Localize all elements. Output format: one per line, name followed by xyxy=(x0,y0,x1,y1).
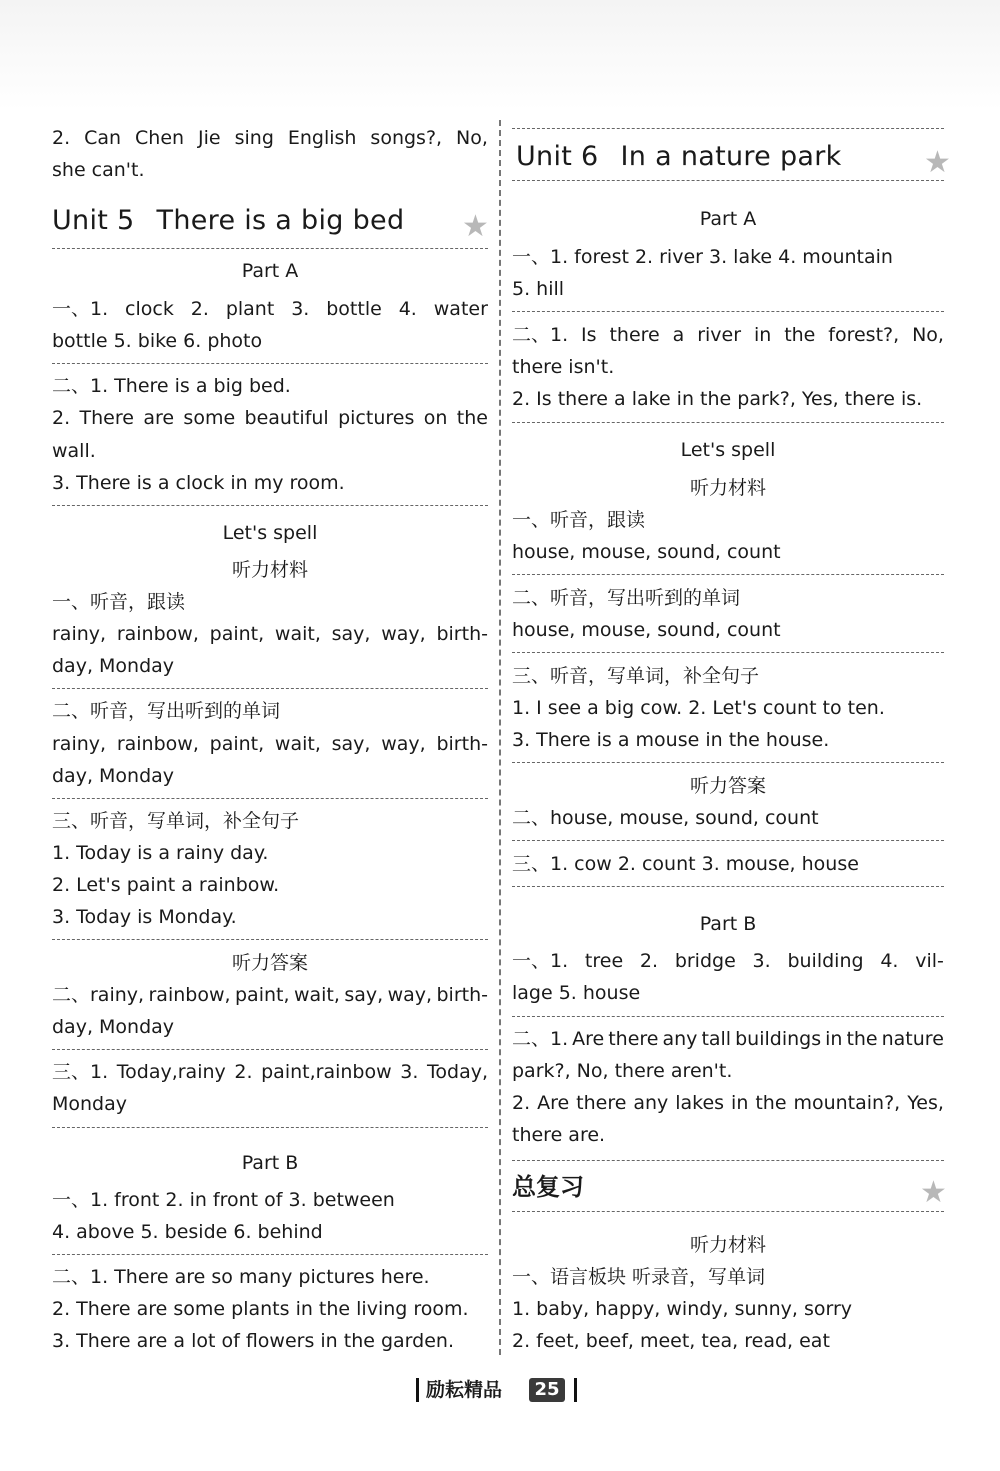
divider xyxy=(512,762,944,763)
word: in xyxy=(753,324,772,346)
word: vil- xyxy=(915,950,944,972)
answer-3-line2: Monday xyxy=(52,1093,128,1115)
part-a-heading: Part A xyxy=(241,260,299,282)
part-b-q2-line2: park?, No, there aren't. xyxy=(512,1060,733,1082)
word: the xyxy=(456,407,488,429)
word: river xyxy=(697,324,742,346)
word: water xyxy=(433,298,488,320)
spell-s2-line2: day, Monday xyxy=(52,765,175,787)
word: 2. xyxy=(234,1061,253,1083)
word: Are xyxy=(537,1092,570,1114)
word: Is xyxy=(581,324,597,346)
word: 3. xyxy=(400,1061,419,1083)
word: Are xyxy=(572,1028,605,1050)
answer-3-line1 xyxy=(52,1058,488,1086)
listening-answers-heading: 听力答案 xyxy=(689,775,766,797)
word: wait, xyxy=(274,733,321,755)
divider xyxy=(512,574,944,575)
spell-s2-line1: house, mouse, sound, count xyxy=(512,619,781,641)
lets-spell-heading: Let's spell xyxy=(680,439,776,461)
word: sing xyxy=(234,127,274,149)
word: way, xyxy=(387,984,433,1006)
part-b-heading: Part B xyxy=(241,1152,299,1174)
spell-s1-line2: day, Monday xyxy=(52,655,175,677)
word: mountain?, xyxy=(793,1092,901,1114)
word: lakes xyxy=(675,1092,725,1114)
footer-brand: 励耘精品 xyxy=(426,1379,503,1401)
divider xyxy=(512,311,944,312)
word: 2. xyxy=(52,407,71,429)
spell-s3-line1: 1. Today is a rainy day. xyxy=(52,842,269,864)
spell-s1-line1: house, mouse, sound, count xyxy=(512,541,781,563)
word: any xyxy=(633,1092,669,1114)
word: are xyxy=(143,407,175,429)
listening-material-heading: 听力材料 xyxy=(231,559,308,581)
divider xyxy=(52,363,488,364)
word: there xyxy=(608,1028,659,1050)
word: 三、1. xyxy=(52,1061,109,1083)
word: No, xyxy=(912,324,944,346)
divider xyxy=(512,1016,944,1017)
spell-s3-line1: 1. I see a big cow. 2. Let's count to ten. xyxy=(512,697,885,719)
word: paint, xyxy=(209,733,265,755)
word: 一、1. xyxy=(52,298,109,320)
word: nature xyxy=(881,1028,944,1050)
spell-s1-title: 一、听音，跟读 xyxy=(512,509,646,531)
word: 3. xyxy=(291,298,310,320)
word: building xyxy=(787,950,864,972)
word: wait, xyxy=(293,984,340,1006)
part-a-q2-line4: 3. There is a clock in my room. xyxy=(52,472,345,494)
scan-shadow xyxy=(0,0,1000,110)
word: the xyxy=(784,324,816,346)
word: 2. xyxy=(52,127,71,149)
divider xyxy=(512,840,944,841)
word: Today, xyxy=(427,1061,488,1083)
spell-s1-line1 xyxy=(52,620,488,648)
spell-s3-title: 三、听音，写单词，补全句子 xyxy=(52,810,300,832)
word: 一、1. xyxy=(512,950,569,972)
part-b-q2-line4: there are. xyxy=(512,1124,606,1146)
word: 二、1. xyxy=(512,1028,569,1050)
listening-material-heading: 听力材料 xyxy=(689,477,766,499)
divider xyxy=(52,798,488,799)
part-b-q1-line1 xyxy=(512,947,944,975)
word: say, xyxy=(331,733,371,755)
divider xyxy=(52,1254,488,1255)
review-material-heading: 听力材料 xyxy=(689,1234,766,1256)
word: way, xyxy=(381,623,426,645)
unit5-heading xyxy=(52,203,488,239)
spell-s1-title: 一、听音，跟读 xyxy=(52,591,186,613)
part-a-q2-line2 xyxy=(52,404,488,432)
word: there xyxy=(609,324,660,346)
divider xyxy=(52,939,488,940)
word: rainbow, xyxy=(148,984,231,1006)
divider xyxy=(512,422,944,423)
word: tall xyxy=(701,1028,732,1050)
footer-bar-right xyxy=(574,1378,577,1402)
review-line-2: 2. feet, beef, meet, tea, read, eat xyxy=(512,1330,830,1352)
word: There xyxy=(79,407,134,429)
word: any xyxy=(662,1028,698,1050)
word: beautiful xyxy=(244,407,329,429)
word: way, xyxy=(381,733,426,755)
unit5-title: There is a big bed xyxy=(156,205,405,236)
word: tree xyxy=(584,950,624,972)
word: some xyxy=(183,407,236,429)
part-b-q1-line2: lage 5. house xyxy=(512,982,641,1004)
part-b-q2-line1 xyxy=(512,1025,944,1053)
part-b-q1-line1: 一、1. front 2. in front of 3. between xyxy=(52,1189,395,1211)
divider xyxy=(512,886,944,887)
word: 2. xyxy=(512,1092,531,1114)
review-heading: 总复习 xyxy=(512,1173,584,1201)
divider xyxy=(512,1211,944,1212)
word: bridge xyxy=(674,950,736,972)
divider xyxy=(512,1160,944,1161)
part-b-q2-line3 xyxy=(512,1089,944,1117)
word: 二、rainy, xyxy=(52,984,145,1006)
word: birth- xyxy=(436,623,488,645)
word: 4. xyxy=(398,298,417,320)
word: Chen xyxy=(135,127,185,149)
part-b-q1-line2: 4. above 5. beside 6. behind xyxy=(52,1221,323,1243)
divider xyxy=(52,1127,488,1128)
word: in xyxy=(825,1028,843,1050)
word: 4. xyxy=(880,950,899,972)
star-icon: ★ xyxy=(462,209,489,244)
word: forest?, xyxy=(828,324,900,346)
word: paint,rainbow xyxy=(261,1061,392,1083)
part-a-q1-line2: 5. hill xyxy=(512,278,565,300)
word: there xyxy=(576,1092,627,1114)
word: pictures xyxy=(338,407,415,429)
word: 2. xyxy=(639,950,659,972)
divider xyxy=(512,180,944,181)
word: Today,rainy xyxy=(116,1061,226,1083)
word: wait, xyxy=(274,623,321,645)
part-a-q2-line3: wall. xyxy=(52,440,96,462)
page-number: 25 xyxy=(529,1378,565,1402)
star-icon: ★ xyxy=(924,145,951,180)
word: Yes, xyxy=(907,1092,944,1114)
part-b-q2-line1: 二、1. There are so many pictures here. xyxy=(52,1266,430,1288)
footer-bar-left xyxy=(416,1378,419,1402)
part-a-q1-line2: bottle 5. bike 6. photo xyxy=(52,330,263,352)
part-a-q1-line1 xyxy=(52,295,488,323)
unit6-heading xyxy=(516,139,944,175)
answer-2: 二、house, mouse, sound, count xyxy=(512,807,819,829)
word: paint, xyxy=(234,984,290,1006)
spell-s3-title: 三、听音，写单词，补全句子 xyxy=(512,665,760,687)
word: rainy, xyxy=(52,623,107,645)
word: birth- xyxy=(436,733,488,755)
spell-s2-title: 二、听音，写出听到的单词 xyxy=(52,700,281,722)
divider xyxy=(52,505,488,506)
divider xyxy=(52,248,488,249)
word: birth- xyxy=(436,984,488,1006)
word: 3. xyxy=(752,950,771,972)
word: rainbow, xyxy=(116,623,199,645)
divider xyxy=(512,652,944,653)
spell-s2-line1 xyxy=(52,730,488,758)
word: No, xyxy=(456,127,488,149)
part-a-q2-line2: there isn't. xyxy=(512,356,615,378)
word: clock xyxy=(125,298,174,320)
divider xyxy=(52,688,488,689)
word: the xyxy=(755,1092,787,1114)
word: say, xyxy=(344,984,384,1006)
answer-3: 三、1. cow 2. count 3. mouse, house xyxy=(512,853,859,875)
word: on xyxy=(423,407,448,429)
word: songs?, xyxy=(370,127,443,149)
word: Jie xyxy=(198,127,221,149)
word: 二、1. xyxy=(512,324,569,346)
part-a-q2-line1: 二、1. There is a big bed. xyxy=(52,375,291,397)
column-divider xyxy=(499,120,501,1355)
unit6-title: In a nature park xyxy=(620,141,842,172)
word: plant xyxy=(225,298,275,320)
part-b-heading: Part B xyxy=(699,913,757,935)
word: paint, xyxy=(209,623,265,645)
word: rainbow, xyxy=(116,733,199,755)
word: Can xyxy=(84,127,122,149)
spell-s3-line2: 2. Let's paint a rainbow. xyxy=(52,874,280,896)
spell-s2-title: 二、听音，写出听到的单词 xyxy=(512,587,741,609)
word: a xyxy=(672,324,685,346)
page-footer xyxy=(0,1376,1000,1406)
word: say, xyxy=(331,623,371,645)
review-line-1: 1. baby, happy, windy, sunny, sorry xyxy=(512,1298,853,1320)
answer-2-line1 xyxy=(52,981,488,1009)
word: English xyxy=(287,127,357,149)
star-icon: ★ xyxy=(920,1175,947,1210)
word: the xyxy=(846,1028,878,1050)
part-a-q2-line1 xyxy=(512,321,944,349)
review-s1-title: 一、语言板块 听录音，写单词 xyxy=(512,1266,766,1288)
answer-2-line2: day, Monday xyxy=(52,1016,175,1038)
part-b-q2-line3: 3. There are a lot of flowers in the garden. xyxy=(52,1330,454,1352)
part-a-heading: Part A xyxy=(699,208,757,230)
lets-spell-heading: Let's spell xyxy=(222,522,318,544)
part-a-q1-line1: 一、1. forest 2. river 3. lake 4. mountain xyxy=(512,246,893,268)
listening-answers-heading: 听力答案 xyxy=(231,952,308,974)
unit6-number: Unit 6 xyxy=(516,141,599,172)
word: 2. xyxy=(190,298,209,320)
part-a-q2-line3: 2. Is there a lake in the park?, Yes, there is. xyxy=(512,388,923,410)
divider xyxy=(512,128,944,129)
word: bottle xyxy=(326,298,382,320)
word: in xyxy=(731,1092,749,1114)
word: rainy, xyxy=(52,733,107,755)
intro-line-2: she can't. xyxy=(52,159,145,181)
spell-s3-line3: 3. Today is Monday. xyxy=(52,906,237,928)
divider xyxy=(52,1049,488,1050)
part-b-q2-line2: 2. There are some plants in the living room. xyxy=(52,1298,469,1320)
spell-s3-line2: 3. There is a mouse in the house. xyxy=(512,729,830,751)
intro-line-1 xyxy=(52,124,488,152)
unit5-number: Unit 5 xyxy=(52,205,135,236)
word: buildings xyxy=(735,1028,822,1050)
